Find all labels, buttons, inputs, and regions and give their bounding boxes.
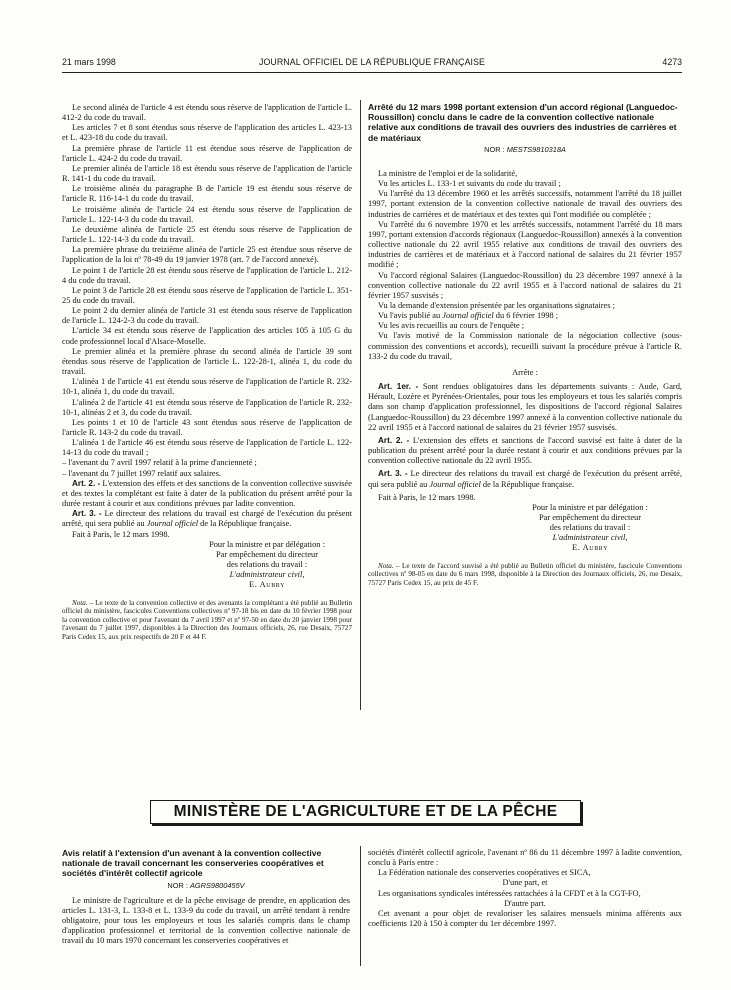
vu-text: du 6 février 1998 ; <box>493 311 559 321</box>
left-column <box>62 103 352 641</box>
article-text: L'extension des effets et des sanctions de la convention collective susvisée et des textes la complétant est faite à dater de la publication du présent arrêté pour la durée restant à courir et aux conditions prévues par ladite convention. <box>62 478 352 509</box>
paragraph: La première phrase de l'article 11 est étendue sous réserve de l'application de l'article L. 424-2 du code du travail. <box>62 143 352 163</box>
article-text: Sont rendues obligatoires dans les départements suivants : Aude, Gard, Hérault, Lozère et Pyrénées-Orientales, pour tous les employeurs et tous les salariés compris dans son champ d'application professionnel, les dispositions de l'accord régional Salaires (Languedoc-Roussillon) du 23 décembre 1997 annexé à la convention collective nationale du 22 avril 1955 et à l'accord national de salaires du 21 février 1957 susvisés. <box>368 382 682 432</box>
nor-code: MESTS9810318A <box>506 144 566 154</box>
article-label: Art. 2. - <box>72 478 101 488</box>
signature-line: des relations du travail : <box>549 523 631 533</box>
signature-line: L'administrateur civil, <box>229 570 305 580</box>
bottom-right-column <box>368 848 682 929</box>
paragraph: Le second alinéa de l'article 4 est étendu sous réserve de l'application de l'article L. 412-2 du code du travail. <box>62 103 352 123</box>
paragraph: Le point 3 de l'article 28 est étendu sous réserve de l'application de l'article L. 351-25 du code du travail. <box>62 285 352 305</box>
vu-motive: Vu l'avis motivé de la Commission nationale de la négociation collective (sous-commission des conventions et accords), recueilli suivant la procédure prévue à l'article R. 133-2 du code du travail, <box>368 331 682 361</box>
nota-label: Nota. <box>378 561 394 570</box>
avis-text: Le ministre de l'agriculture et de la pêche envisage de prendre, en application des articles L. 131-3, L. 133-8 et L. 133-9 du code du travail, un arrêté tendant à rendre obligatoire, pour tous les employeurs et tous les salariés compris dans le champ d'application professionnel et territorial de la convention collective nationale de travail du 10 mars 1970 concernant les conserveries coopératives et <box>62 895 350 946</box>
paragraph: Le deuxième alinéa de l'article 25 est étendu sous réserve de l'application de l'article L. 122-14-3 du code du travail. <box>62 224 352 245</box>
arrete-heading: Arrête : <box>512 367 538 377</box>
nota <box>62 599 352 642</box>
intro-line: La ministre de l'emploi et de la solidarité, <box>378 168 518 178</box>
article-label: Art. 3. - <box>72 509 102 519</box>
avis-text: Cet avenant a pour objet de revaloriser les salaires mensuels minima afférents aux coefficients 120 à 150 à compter du 1er décembre 1997. <box>368 908 682 929</box>
avis-text: sociétés d'intérêt collectif agricole, l'avenant nº 86 du 11 décembre 1997 à ladite convention, conclu à Paris entre : <box>368 848 682 868</box>
paragraph: Les points 1 et 10 de l'article 43 sont étendus sous réserve de l'application de l'article R. 143-2 du code du travail. <box>62 417 352 437</box>
article-3 <box>368 469 682 489</box>
paragraph: Le troisième alinéa de l'article 24 est étendu sous réserve de l'application de l'article L. 122-14-3 du code du travail. <box>62 204 352 224</box>
signature-line: L'administrateur civil, <box>552 533 628 543</box>
nor-code: AGRS9800455V <box>189 880 245 890</box>
paragraph: Vu l'arrêté du 13 décembre 1960 et les arrêtés successifs, notamment l'arrêté du 18 juillet 1997, portant extension de la convention collective nationale de travail des ouvriers des industries de carrières et de matériaux et des textes qui l'ont modifiée ou complétée ; <box>368 189 682 219</box>
dash-item: – l'avenant du 7 avril 1997 relatif à la prime d'ancienneté ; <box>62 458 257 468</box>
nor-label: NOR : <box>484 144 507 154</box>
avis-title: Avis relatif à l'extension d'un avenant à la convention collective nationale de travail concernant les conserveries coopératives et sociétés d'intérêt collectif agricole <box>62 848 324 879</box>
paragraph: Le premier alinéa de l'article 18 est étendu sous réserve de l'application de l'article R. 141-1 du code du travail. <box>62 163 352 184</box>
signature-line: Pour la ministre et par délégation : <box>209 539 325 549</box>
article-text: Le directeur des relations du travail est chargé de l'exécution du présent arrêté, qui sera publié au <box>368 469 682 489</box>
arrete-title: Arrêté du 12 mars 1998 portant extension d'un accord régional (Languedoc-Roussillon) conclu dans le cadre de la convention collective nationale relative aux conditions de travail des ouvriers des industries de carrières et de matériaux <box>368 102 678 143</box>
avis-text: La Fédération nationale des conserveries coopératives et SICA, <box>378 868 591 878</box>
article-text: Le directeur des relations du travail est chargé de l'exécution du présent arrêté, qui sera publié au <box>62 509 352 529</box>
paragraph: L'alinéa 2 de l'article 41 est étendu sous réserve de l'application de l'article R. 232-10-1, alinéas 2 et 3, du code du travail. <box>62 397 352 417</box>
paragraph: Vu les articles L. 133-1 et suivants du code du travail ; <box>378 179 561 189</box>
paragraph: La première phrase du treizième alinéa de l'article 25 est étendue sous réserve de l'application de la loi nº 78-49 du 19 janvier 1978 (art. 7 de l'accord annexé). <box>62 245 352 265</box>
vu-avis: Vu les avis recueillis au cours de l'enquête ; <box>378 321 525 331</box>
paragraph: L'article 34 est étendu sous réserve de l'application des articles 105 à 105 G du code professionnel local d'Alsace-Moselle. <box>62 326 352 346</box>
nota-text: – Le texte de la convention collective et des avenants la complétant a été publié au Bulletin officiel du ministère, fascicules Conventions collectives nº 97-18 bis en date du 10 février 1998 pour la convention collective et pour l'avenant du 7 avril 1997 et nº 97-50 en date du 20 janvier 1998 pour l'avenant du 7 juillet 1997, disponibles à la Direction des Journaux officiels, 26, rue Desaix, 75727 Paris Cedex 15, aux prix respectifs de 20 F et 44 F. <box>62 598 352 641</box>
bottom-left-column <box>62 848 350 947</box>
signatory-name: E. Aubry <box>248 580 286 590</box>
nota-label: Nota. <box>72 598 88 607</box>
paragraph: Le premier alinéa et la première phrase du second alinéa de l'article 39 sont étendus sous réserve de l'application de l'article L. 122-28-1, alinéa 1, du code du travail. <box>62 346 352 377</box>
page-number: 4273 <box>662 57 682 67</box>
paragraph: Vu la demande d'extension présentée par les organisations signataires ; <box>378 301 615 310</box>
avis-text: D'autre part. <box>504 898 546 908</box>
article-3 <box>62 509 352 529</box>
avis-text: D'une part, et <box>502 878 548 888</box>
left-paragraphs <box>62 103 352 458</box>
dash-item: – l'avenant du 7 juillet 1997 relatif aux salaires. <box>62 468 221 478</box>
journal-ref: Journal officiel <box>146 519 199 529</box>
journal-title: JOURNAL OFFICIEL DE LA RÉPUBLIQUE FRANÇAISE <box>258 57 486 67</box>
signature-line: Pour la ministre et par délégation : <box>532 502 648 512</box>
done-line: Fait à Paris, le 12 mars 1998. <box>378 492 476 502</box>
nota-text: – Le texte de l'accord susvisé a été publié au Bulletin officiel du ministère, fascicule Conventions collectives nº 98-05 en date du 6 mars 1998, disponible à la Direction des Journaux officiels, 26, rue Desaix, 75727 Paris Cedex 15, au prix de 45 F. <box>368 561 682 587</box>
paragraph: Le point 1 de l'article 28 est étendu sous réserve de l'application de l'article L. 212-4 du code du travail. <box>62 265 352 285</box>
header-date: 21 mars 1998 <box>62 57 116 67</box>
article-text: de la République française. <box>198 519 292 529</box>
signature-block <box>498 503 682 554</box>
article-2 <box>368 436 682 466</box>
vu-journal <box>368 311 682 321</box>
article-label: Art. 2. - <box>378 435 410 445</box>
column-divider <box>360 846 361 966</box>
signature-line: des relations du travail : <box>226 560 308 570</box>
paragraph: Les articles 7 et 8 sont étendus sous réserve de l'application des articles L. 423-13 et L. 423-18 du code du travail. <box>62 123 352 143</box>
vu-text: Vu l'avis publié au <box>378 311 443 321</box>
nor-reference <box>62 881 350 891</box>
done-line: Fait à Paris, le 12 mars 1998. <box>72 529 170 539</box>
right-column <box>368 102 682 587</box>
article-text: de la République française. <box>480 479 575 489</box>
article-1 <box>368 382 682 433</box>
nota <box>368 562 682 588</box>
article-label: Art. 1er. - <box>378 382 419 392</box>
paragraph: Le point 2 du dernier alinéa de l'article 31 est étendu sous réserve de l'application de l'article L. 124-2-3 du code du travail. <box>62 306 352 326</box>
signatory-name: E. Aubry <box>571 543 609 553</box>
avis-text: Les organisations syndicales intéressées rattachées à la CFDT et à la CGT-FO, <box>378 888 641 898</box>
page-header <box>62 57 682 71</box>
right-paragraphs <box>368 179 682 311</box>
article-2 <box>62 479 352 509</box>
signature-line: Par empêchement du directeur <box>215 549 319 559</box>
paragraph: L'alinéa 1 de l'article 41 est étendu sous réserve de l'application de l'article R. 232-10-1, alinéa 1, du code du travail. <box>62 377 352 397</box>
column-divider <box>360 100 361 710</box>
signature-block <box>182 540 352 591</box>
header-rule <box>62 72 682 73</box>
signature-line: Par empêchement du directeur <box>538 512 642 522</box>
nor-label: NOR : <box>167 880 190 890</box>
journal-ref: Journal officiel <box>442 311 494 321</box>
journal-ref: Journal officiel <box>429 479 481 489</box>
article-label: Art. 3. - <box>378 469 408 479</box>
paragraph: Vu l'accord régional Salaires (Languedoc-Roussillon) du 23 décembre 1997 annexé à la convention collective nationale du 22 avril 1955 et à l'accord national de salaires du 21 février 1957 susvisés ; <box>368 270 682 300</box>
ministry-banner: MINISTÈRE DE L'AGRICULTURE ET DE LA PÊCHE <box>150 800 581 824</box>
paragraph: Vu l'arrêté du 6 novembre 1970 et les arrêtés successifs, notamment l'arrêté du 18 mars 1997, portant extension d'accords régionaux (Languedoc-Roussillon) annexés à la convention collective nationale du 22 avril 1955 relative aux conditions de travail des ouvriers des industries de carrières et de matériaux et à l'accord national de salaires du 21 février 1957 modifié ; <box>368 219 682 270</box>
paragraph: Le troisième alinéa du paragraphe B de l'article 19 est étendu sous réserve de l'article R. 116-14-1 du code du travail. <box>62 184 352 204</box>
nor-reference <box>368 145 682 155</box>
paragraph: L'alinéa 1 de l'article 46 est étendu sous réserve de l'application de l'article L. 122-14-13 du code du travail ; <box>62 438 352 458</box>
article-text: L'extension des effets et sanctions de l'accord susvisé est faite à dater de la publication du présent arrêté pour la durée restant à courir et aux conditions prévues par la convention collective nationale du 22 avril 1955. <box>368 435 682 466</box>
